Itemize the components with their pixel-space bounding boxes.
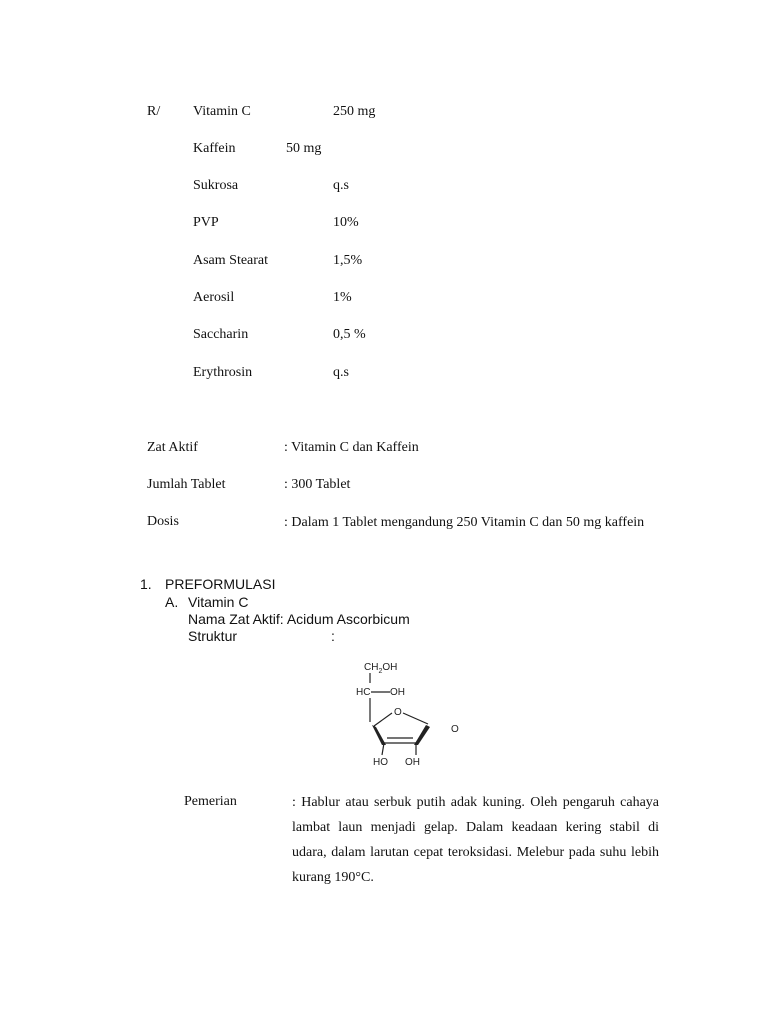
ingredient-name: PVP <box>193 215 219 230</box>
ingredient-amount: 10% <box>333 215 359 230</box>
structure-label-bottom-left: HO <box>373 757 388 768</box>
ingredient-amount: 0,5 % <box>333 327 366 342</box>
ingredient-amount: 1,5% <box>333 253 363 268</box>
wedge-bond-right <box>414 725 430 745</box>
dosis-value: : Dalam 1 Tablet mengandung 250 Vitamin C dan 50 mg kaffein <box>284 515 645 530</box>
structure-label-carbonyl-o: O <box>451 724 459 735</box>
dosis-label: Dosis <box>147 514 179 529</box>
ingredient-name: Vitamin C <box>193 104 251 119</box>
recipe-symbol: R/ <box>147 104 161 119</box>
structure-label-bottom-right: OH <box>405 757 420 768</box>
bond-ring-left-o <box>374 713 392 726</box>
ingredient-amount: q.s <box>333 178 349 193</box>
ingredient-amount: 1% <box>333 290 352 305</box>
ingredient-name: Asam Stearat <box>193 253 269 268</box>
ingredient-amount: 50 mg <box>286 141 322 156</box>
ascorbic-acid-structure <box>344 656 474 768</box>
structure-label-top: $CH_2OH$ <box>364 662 398 675</box>
ingredient-name: Saccharin <box>193 327 249 342</box>
ingredient-amount: q.s <box>333 365 349 380</box>
ingredient-amount: 250 mg <box>333 104 376 119</box>
section-title: PREFORMULASI <box>165 576 276 592</box>
bond-ring-o-right <box>403 713 428 724</box>
subsection-title: Vitamin C <box>188 594 249 610</box>
ingredient-name: Sukrosa <box>193 178 239 193</box>
zat-aktif-value: : Vitamin C dan Kaffein <box>284 440 419 455</box>
wedge-bond-left <box>372 725 386 745</box>
ingredient-name: Aerosil <box>193 290 235 305</box>
section-number: 1. <box>140 576 152 592</box>
pemerian-label: Pemerian <box>184 794 237 809</box>
struktur-label: Struktur <box>188 628 238 644</box>
zat-aktif-label: Zat Aktif <box>147 440 198 455</box>
structure-label-right: OH <box>390 687 405 698</box>
jumlah-tablet-value: : 300 Tablet <box>284 477 351 492</box>
pemerian-text: : Hablur atau serbuk putih adak kuning. Oleh pengaruh cahaya lambat laun menjadi gelap. Dalam keadaan kering stabil di udara, dalam larutan cepat teroksidasi. Melebur pada suhu lebih kurang 190°C. <box>292 795 659 885</box>
ingredient-name: Kaffein <box>193 141 236 156</box>
structure-label-ring-o: O <box>394 707 402 718</box>
struktur-colon: : <box>331 628 335 644</box>
subsection-letter: A. <box>165 594 179 610</box>
nama-zat-aktif: Nama Zat Aktif: Acidum Ascorbicum <box>188 611 410 627</box>
ingredient-name: Erythrosin <box>193 365 253 380</box>
jumlah-tablet-label: Jumlah Tablet <box>147 477 226 492</box>
structure-label-left: HC <box>356 687 371 698</box>
